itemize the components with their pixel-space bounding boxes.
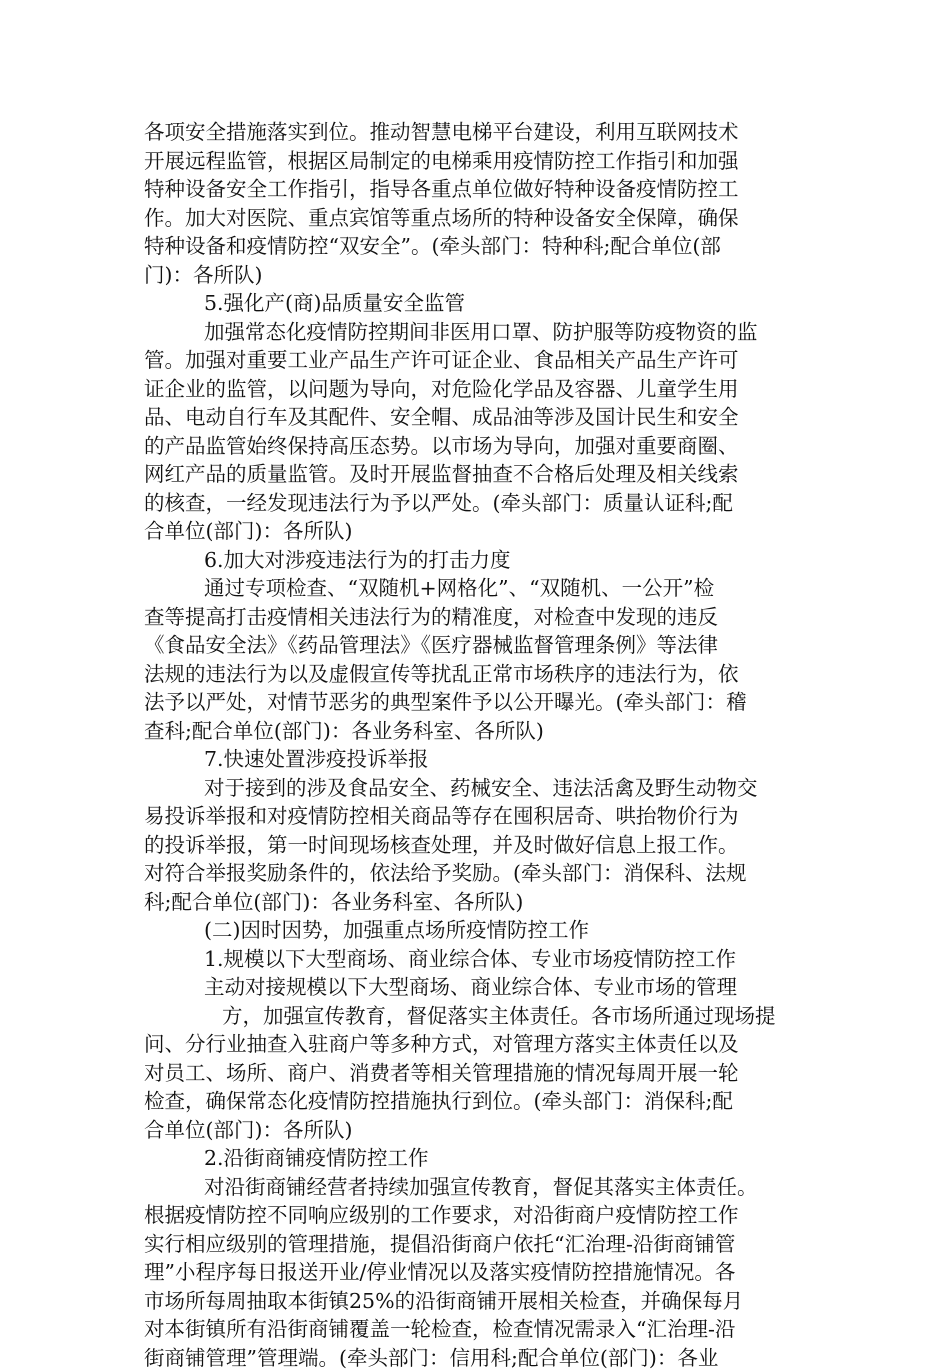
text-line: 门)：各所队)	[144, 261, 814, 290]
text-line: 特种设备和疫情防控“双安全”。(牵头部门：特种科;配合单位(部	[144, 232, 814, 261]
text-line: 法规的违法行为以及虚假宣传等扰乱正常市场秩序的违法行为，依	[144, 660, 814, 689]
text-line: 对本街镇所有沿街商铺覆盖一轮检查，检查情况需录入“汇治理-沿	[144, 1315, 814, 1344]
text-line: 实行相应级别的管理措施，提倡沿街商户依托“汇治理-沿街商铺管	[144, 1230, 814, 1259]
paragraph-start-line: 5.强化产(商)品质量安全监管	[144, 289, 814, 318]
text-line: 品、电动自行车及其配件、安全帽、成品油等涉及国计民生和安全	[144, 403, 814, 432]
text-line: 问、分行业抽查入驻商户等多种方式，对管理方落实主体责任以及	[144, 1030, 814, 1059]
paragraph-start-line: 6.加大对涉疫违法行为的打击力度	[144, 546, 814, 575]
paragraph-start-line: 2.沿街商铺疫情防控工作	[144, 1144, 814, 1173]
text-line: 特种设备安全工作指引，指导各重点单位做好特种设备疫情防控工	[144, 175, 814, 204]
text-line: 根据疫情防控不同响应级别的工作要求，对沿街商户疫情防控工作	[144, 1201, 814, 1230]
text-line: 合单位(部门)：各所队)	[144, 517, 814, 546]
text-line: 作。加大对医院、重点宾馆等重点场所的特种设备安全保障，确保	[144, 204, 814, 233]
text-line: 合单位(部门)：各所队)	[144, 1116, 814, 1145]
text-line: 查等提高打击疫情相关违法行为的精准度，对检查中发现的违反	[144, 603, 814, 632]
paragraph-start-line: 对于接到的涉及食品安全、药械安全、违法活禽及野生动物交	[144, 774, 814, 803]
paragraph-start-line: 对沿街商铺经营者持续加强宣传教育，督促其落实主体责任。	[144, 1173, 814, 1202]
text-line: 《食品安全法》《药品管理法》《医疗器械监督管理条例》等法律	[144, 631, 814, 660]
text-line: 街商铺管理”管理端。(牵头部门：信用科;配合单位(部门)：各业	[144, 1344, 814, 1372]
text-line: 管。加强对重要工业产品生产许可证企业、食品相关产品生产许可	[144, 346, 814, 375]
text-line: 法予以严处，对情节恶劣的典型案件予以公开曝光。(牵头部门：稽	[144, 688, 814, 717]
text-line: 科;配合单位(部门)：各业务科室、各所队)	[144, 888, 814, 917]
paragraph-start-line: 7.快速处置涉疫投诉举报	[144, 745, 814, 774]
text-line: 证企业的监管，以问题为导向，对危险化学品及容器、儿童学生用	[144, 375, 814, 404]
text-line: 方，加强宣传教育，督促落实主体责任。各市场所通过现场提	[144, 1002, 814, 1031]
paragraph-start-line: 通过专项检查、“双随机+网格化”、“双随机、一公开”检	[144, 574, 814, 603]
text-line: 网红产品的质量监管。及时开展监督抽查不合格后处理及相关线索	[144, 460, 814, 489]
text-line: 查科;配合单位(部门)：各业务科室、各所队)	[144, 717, 814, 746]
text-line: 各项安全措施落实到位。推动智慧电梯平台建设，利用互联网技术	[144, 118, 814, 147]
text-line: 对员工、场所、商户、消费者等相关管理措施的情况每周开展一轮	[144, 1059, 814, 1088]
text-line: 开展远程监管，根据区局制定的电梯乘用疫情防控工作指引和加强	[144, 147, 814, 176]
paragraph-start-line: 主动对接规模以下大型商场、商业综合体、专业市场的管理	[144, 973, 814, 1002]
paragraph-start-line: 1.规模以下大型商场、商业综合体、专业市场疫情防控工作	[144, 945, 814, 974]
text-line: 检查，确保常态化疫情防控措施执行到位。(牵头部门：消保科;配	[144, 1087, 814, 1116]
document-page	[144, 118, 814, 1372]
text-line: 理”小程序每日报送开业/停业情况以及落实疫情防控措施情况。各	[144, 1258, 814, 1287]
paragraph-start-line: (二)因时因势，加强重点场所疫情防控工作	[144, 916, 814, 945]
text-line: 易投诉举报和对疫情防控相关商品等存在囤积居奇、哄抬物价行为	[144, 802, 814, 831]
text-line: 的投诉举报，第一时间现场核查处理，并及时做好信息上报工作。	[144, 831, 814, 860]
text-line: 市场所每周抽取本街镇25%的沿街商铺开展相关检查，并确保每月	[144, 1287, 814, 1316]
text-line: 的产品监管始终保持高压态势。以市场为导向，加强对重要商圈、	[144, 432, 814, 461]
text-line: 的核查，一经发现违法行为予以严处。(牵头部门：质量认证科;配	[144, 489, 814, 518]
text-line: 对符合举报奖励条件的，依法给予奖励。(牵头部门：消保科、法规	[144, 859, 814, 888]
paragraph-start-line: 加强常态化疫情防控期间非医用口罩、防护服等防疫物资的监	[144, 318, 814, 347]
